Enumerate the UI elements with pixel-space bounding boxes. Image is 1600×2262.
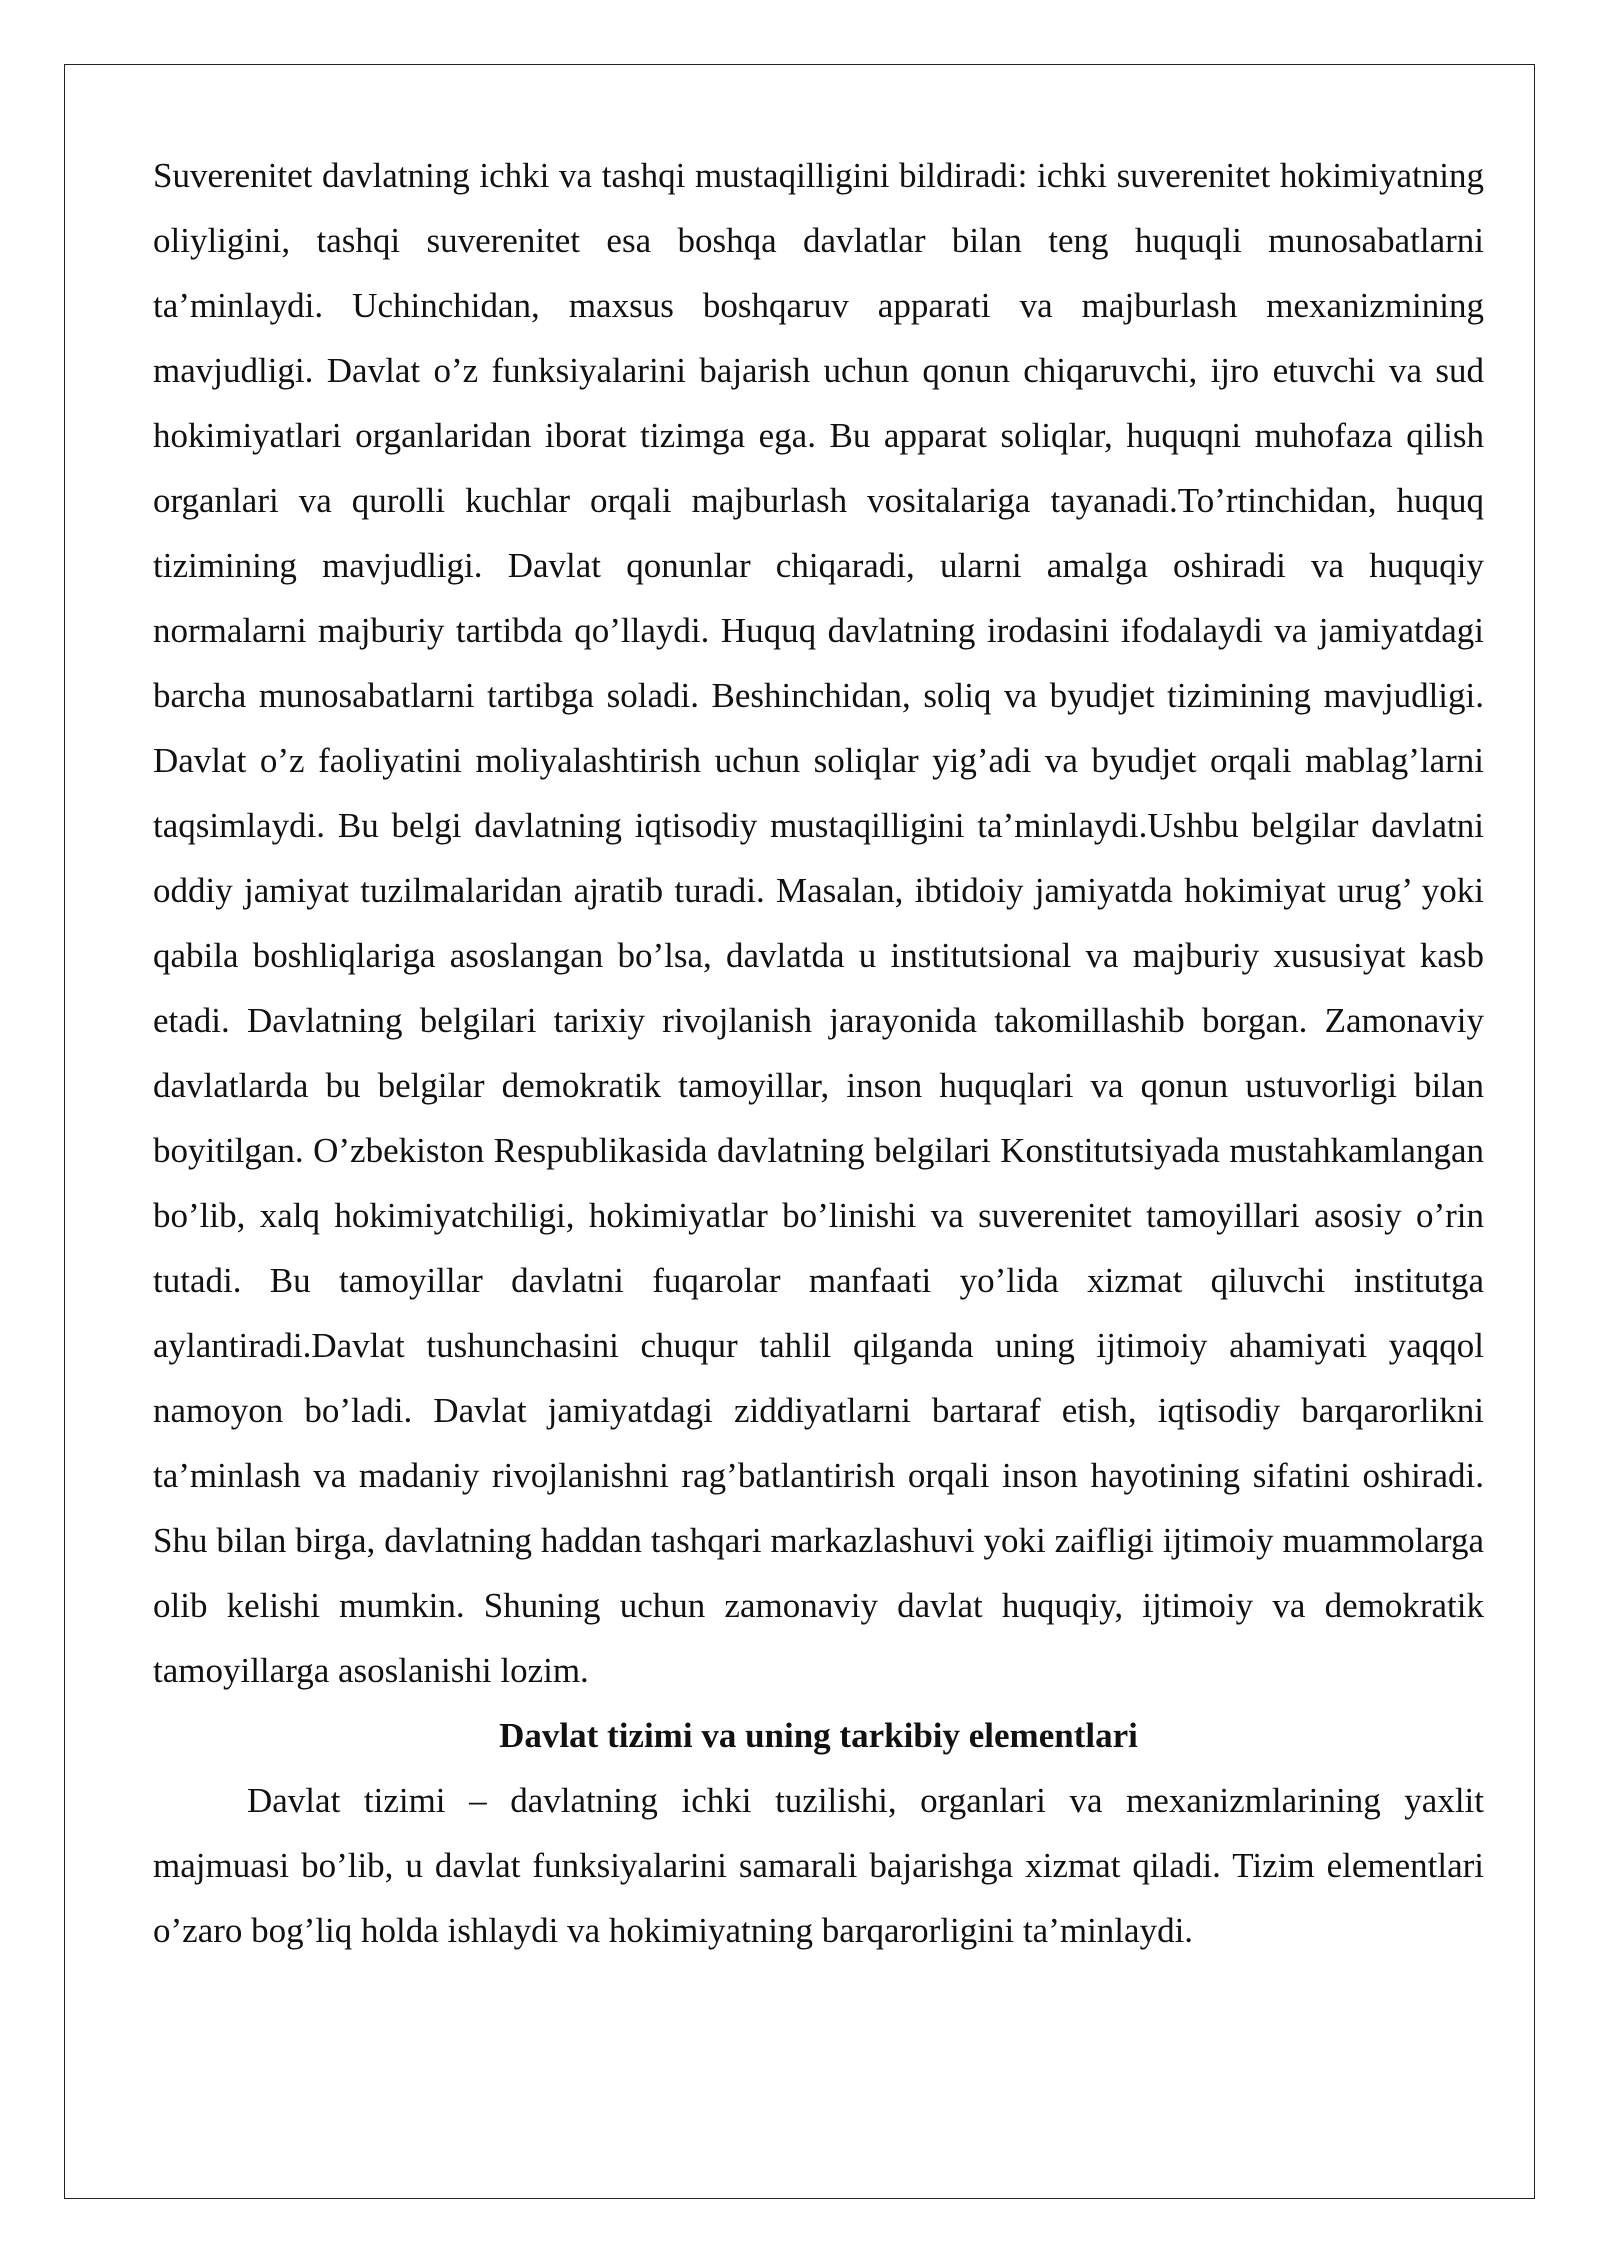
section-heading: Davlat tizimi va uning tarkibiy elementlari: [499, 1716, 1138, 1755]
document-body: [153, 143, 1484, 1963]
body-paragraph: Davlat tizimi – davlatning ichki tuzilishi, organlari va mexanizmlarining yaxlit majmuasi bo’lib, u davlat funksiyalarini samarali bajarishga xizmat qiladi. Tizim elementlari o’zaro bog’liq holda ishlaydi va hokimiyatning barqarorligini ta’minlaydi.: [153, 1781, 1484, 1950]
body-paragraph: Suverenitet davlatning ichki va tashqi mustaqilligini bildiradi: ichki suverenitet hokimiyatning oliyligini, tashqi suverenitet esa boshqa davlatlar bilan teng huquqli munosabatlarni ta’minlaydi. Uchinchidan, maxsus boshqaruv apparati va majburlash mexanizmining mavjudligi. Davlat o’z funksiyalarini bajarish uchun qonun chiqaruvchi, ijro etuvchi va sud hokimiyatlari organlaridan iborat tizimga ega. Bu apparat soliqlar, huquqni muhofaza qilish organlari va qurolli kuchlar orqali majburlash vositalariga tayanadi.To’rtinchidan, huquq tizimining mavjudligi. Davlat qonunlar chiqaradi, ularni amalga oshiradi va huquqiy normalarni majburiy tartibda qo’llaydi. Huquq davlatning irodasini ifodalaydi va jamiyatdagi barcha munosabatlarni tartibga soladi. Beshinchidan, soliq va byudjet tizimining mavjudligi. Davlat o’z faoliyatini moliyalashtirish uchun soliqlar yig’adi va byudjet orqali mablag’larni taqsimlaydi. Bu belgi davlatning iqtisodiy mustaqilligini ta’minlaydi.Ushbu belgilar davlatni oddiy jamiyat tuzilmalaridan ajratib turadi. Masalan, ibtidoiy jamiyatda hokimiyat urug’ yoki qabila boshliqlariga asoslangan bo’lsa, davlatda u institutsional va majburiy xususiyat kasb etadi. Davlatning belgilari tarixiy rivojlanish jarayonida takomillashib borgan. Zamonaviy davlatlarda bu belgilar demokratik tamoyillar, inson huquqlari va qonun ustuvorligi bilan boyitilgan. O’zbekiston Respublikasida davlatning belgilari Konstitutsiyada mustahkamlangan bo’lib, xalq hokimiyatchiligi, hokimiyatlar bo’linishi va suverenitet tamoyillari asosiy o’rin tutadi. Bu tamoyillar davlatni fuqarolar manfaati yo’lida xizmat qiluvchi institutga aylantiradi.Davlat tushunchasini chuqur tahlil qilganda uning ijtimoiy ahamiyati yaqqol namoyon bo’ladi. Davlat jamiyatdagi ziddiyatlarni bartaraf etish, iqtisodiy barqarorlikni ta’minlash va madaniy rivojlanishni rag’batlantirish orqali inson hayotining sifatini oshiradi. Shu bilan birga, davlatning haddan tashqari markazlashuvi yoki zaifligi ijtimoiy muammolarga olib kelishi mumkin. Shuning uchun zamonaviy davlat huquqiy, ijtimoiy va demokratik tamoyillarga asoslanishi lozim.: [153, 156, 1484, 1690]
